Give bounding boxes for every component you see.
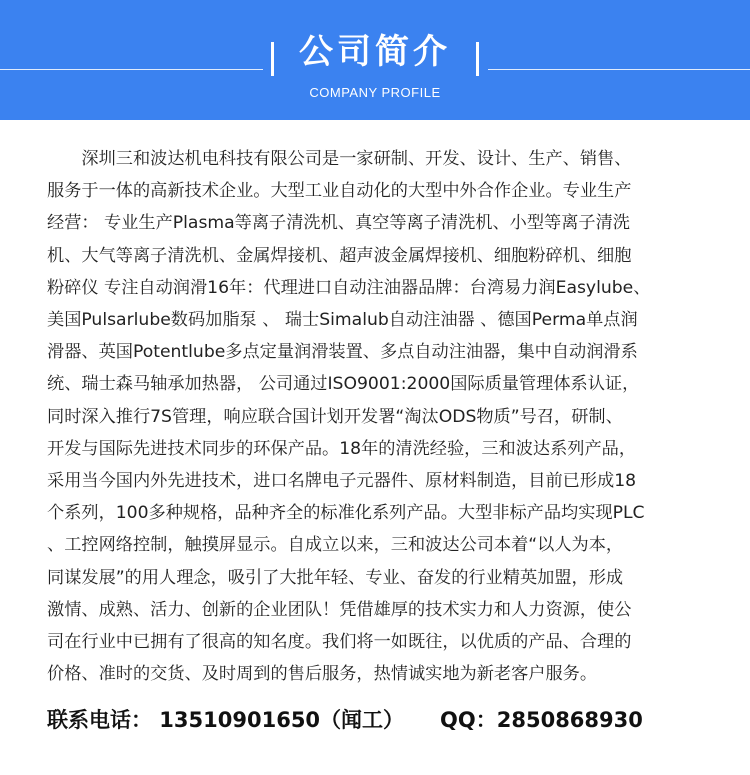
- description-line: 滑器、英国Potentlube多点定量润滑装置、多点自动注油器，集中自动润滑系: [47, 342, 638, 363]
- header-rule-right: [488, 69, 750, 70]
- description-line: 粉碎仪 专注自动润滑16年：代理进口自动注油器品牌：台湾易力润Easylube、: [47, 277, 651, 298]
- description-line: 个系列，100多种规格，品种齐全的标准化系列产品。大型非标产品均实现PLC: [47, 503, 645, 524]
- description-line: 价格、准时的交货、及时周到的售后服务，热情诚实地为新老客户服务。: [47, 664, 598, 685]
- description-line: 采用当今国内外先进技术，进口名牌电子元器件、原材料制造，目前已形成18: [47, 471, 637, 492]
- description-line: 经营： 专业生产Plasma等离子清洗机、真空等离子清洗机、小型等离子清洗: [47, 213, 630, 234]
- contact-phone: 联系电话： 13510901650（闻工）: [47, 708, 405, 732]
- description-line: 司在行业中已拥有了很高的知名度。我们将一如既往，以优质的产品、合理的: [47, 632, 632, 653]
- description-line: 、工控网络控制，触摸屏显示。自成立以来，三和波达公司本着“以人为本，: [47, 535, 624, 556]
- description-line: 统、瑞士森马轴承加热器， 公司通过ISO9001:2000国际质量管理体系认证，: [47, 374, 640, 395]
- description-line: 激情、成熟、活力、创新的企业团队！凭借雄厚的技术实力和人力资源，使公: [47, 599, 632, 620]
- page-subtitle: COMPANY PROFILE: [309, 85, 441, 100]
- contact-info: [47, 704, 727, 736]
- description-line: 美国Pulsarlube数码加脂泵 、 瑞士Simalub自动注油器 、德国Perma单点润: [47, 310, 638, 331]
- page-title: 公司简介: [299, 32, 451, 72]
- company-description: [47, 143, 707, 690]
- header-banner: [0, 0, 750, 120]
- description-line: 开发与国际先进技术同步的环保产品。18年的清洗经验，三和波达系列产品，: [47, 438, 637, 459]
- description-line: 机、大气等离子清洗机、金属焊接机、超声波金属焊接机、细胞粉碎机、细胞: [47, 245, 632, 266]
- description-line: 服务于一体的高新技术企业。大型工业自动化的大型中外合作企业。专业生产: [47, 181, 632, 202]
- description-line: 深圳三和波达机电科技有限公司是一家研制、开发、设计、生产、销售、: [47, 149, 632, 169]
- contact-qq: QQ：2850868930: [440, 708, 643, 732]
- description-line: 同时深入推行7S管理，响应联合国计划开发署“淘汰ODS物质”号召，研制、: [47, 406, 623, 427]
- header-bar-right: [476, 42, 479, 76]
- description-line: 同谋发展”的用人理念，吸引了大批年轻、专业、奋发的行业精英加盟，形成: [47, 567, 624, 588]
